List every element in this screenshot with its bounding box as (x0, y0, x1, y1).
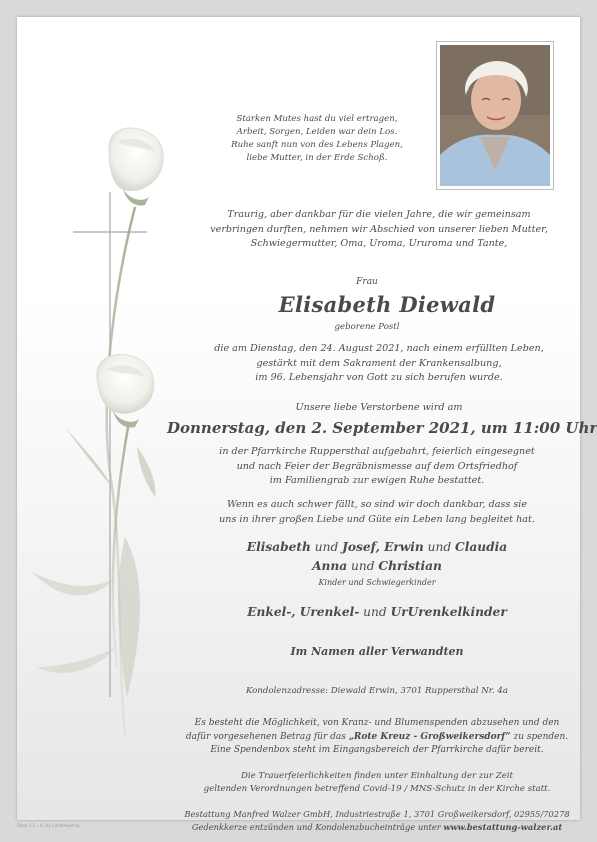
children-line-2: Anna und Christian (312, 559, 442, 573)
children-line-1: Elisabeth und Josef, Erwin und Claudia (246, 540, 508, 554)
death-notice: die am Dienstag, den 24. August 2021, nach einem erfüllten Leben, gestärkt mit dem Sakrament der Krankensalbung, im 96. Lebensjahr von Gott zu sich berufen wurde. (214, 343, 544, 383)
poem: Starken Mutes hast du viel ertragen, Arbeit, Sorgen, Leiden war dein Los. Ruhe sanft nun von des Lebens Plagen, liebe Mutter, in der Erde Schoß. (231, 114, 403, 163)
thanks-text: Wenn es auch schwer fällt, so sind wir doch dankbar, dass sie uns in ihrer großen Liebe und Güte ein Leben lang begleitet hat. (219, 499, 535, 525)
undertaker-info: Bestattung Manfred Walzer GmbH, Industriestraße 1, 3701 Großweikersdorf, 02955/70278 Gedenkkerze entzünden und Kondolenzbucheinträge unter www.bestattung-walzer.at (184, 809, 570, 832)
salutation: Frau (356, 277, 378, 287)
donation-notice: Es besteht die Möglichkeit, von Kranz- und Blumenspenden abzusehen und den dafür vorgesehenen Betrag für das „Rote Kreuz - Großweikersdorf“ zu spenden. Eine Spendenbox steht im Eingangsbereich der Pfarrkirche dafür bereit. (185, 718, 569, 755)
on-behalf-line: Im Namen aller Verwandten (290, 645, 464, 658)
funeral-date: Donnerstag, den 2. September 2021, um 11:00 Uhr (167, 419, 597, 437)
portrait-photo (436, 41, 554, 190)
covid-notice: Die Trauerfeierlichkeiten finden unter Einhaltung der zur Zeit geltenden Verordnungen betreffend Covid-19 / MNS-Schutz in der Kirche statt. (203, 771, 551, 794)
grandchildren-line: Enkel-, Urenkel- und UrUrenkelkinder (247, 605, 507, 619)
image-credit: Rose 11 - © by LiteItAustria (17, 824, 80, 829)
children-caption: Kinder und Schwiegerkinder (318, 578, 436, 587)
condolence-address: Kondolenzadresse: Diewald Erwin, 3701 Ruppersthal Nr. 4a (245, 686, 509, 696)
undertaker-website-link[interactable]: www.bestattung-walzer.at (443, 822, 563, 832)
intro-text: Traurig, aber dankbar für die vielen Jahre, die wir gemeinsam verbringen durften, nehmen wir Abschied von unserer lieben Mutter, Schwiegermutter, Oma, Uroma, Ururoma und Tante, (210, 209, 548, 249)
birth-name: geborene Postl (334, 322, 400, 332)
portrait-image (440, 45, 550, 186)
deceased-name: Elisabeth Diewald (278, 292, 496, 317)
announce-line: Unsere liebe Verstorbene wird am (295, 402, 463, 413)
church-details: in der Pfarrkirche Ruppersthal aufgebahrt, feierlich eingesegnet und nach Feier der Begräbnismesse auf dem Ortsfriedhof im Familiengrab zur ewigen Ruhe bestattet. (219, 446, 535, 486)
